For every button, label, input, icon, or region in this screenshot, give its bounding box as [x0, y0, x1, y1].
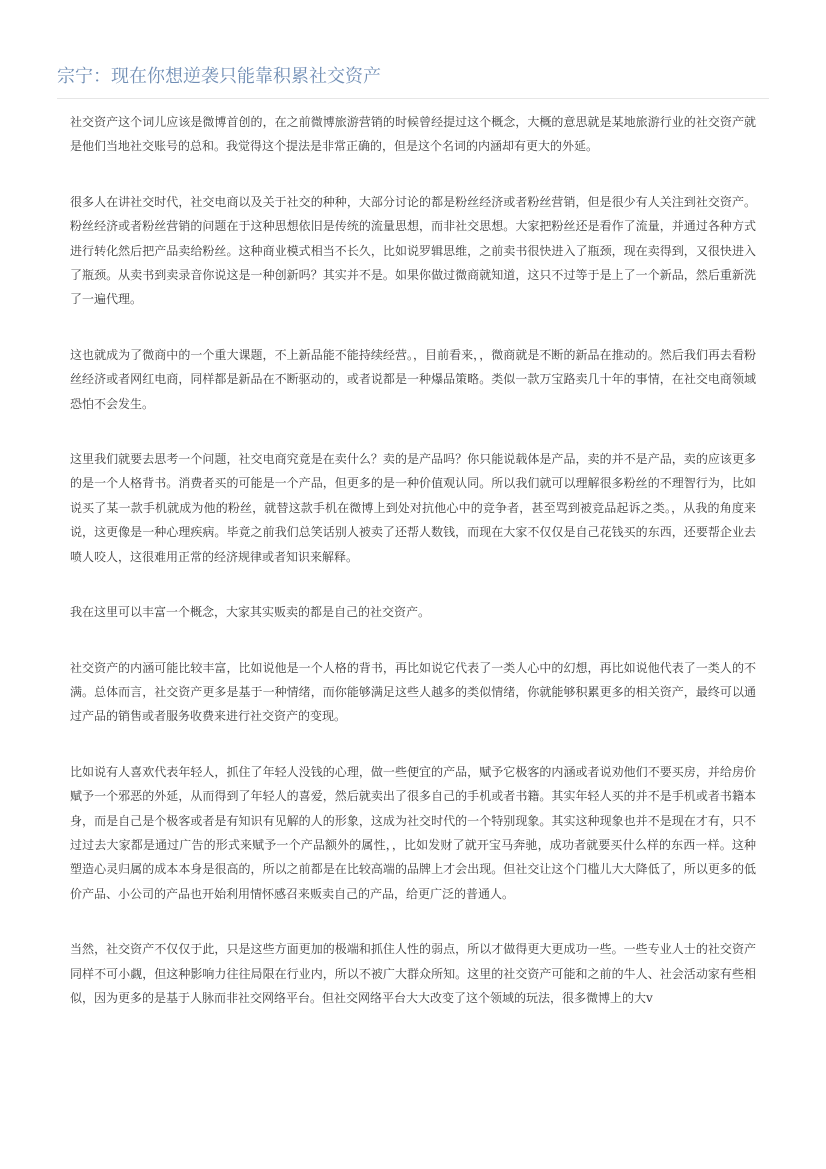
paragraph-7: 比如说有人喜欢代表年轻人，抓住了年轻人没钱的心理，做一些便宜的产品，赋予它极客的内涵或者说劝他们不要买房，并给房价赋予一个邪恶的外延，从而得到了年轻人的喜爱，然后就卖出了很多自己的手机或者书籍。其实年轻人买的并不是手机或者书籍本身，而是自己是个极客或者是有知识有见解的人的形象，这成为社交时代的一个特别现象。其实这种现象也并不是现在才有，只不过过去大家都是通过广告的形式来赋予一个产品额外的属性，，比如发财了就开宝马奔驰，成功者就要买什么样的东西一样。这种塑造心灵归属的成本本身是很高的，所以之前都是在比较高端的品牌上才会出现。但社交让这个门槛儿大大降低了，所以更多的低价产品、小公司的产品也开始利用情怀感召来贩卖自己的产品，给更广泛的普通人。 — [70, 764, 756, 901]
title-divider — [57, 98, 769, 99]
paragraph-6: 社交资产的内涵可能比较丰富，比如说他是一个人格的背书，再比如说它代表了一类人心中的幻想，再比如说他代表了一类人的不满。总体而言，社交资产更多是基于一种情绪，而你能够满足这些人越多的类似情绪，你就能够积累更多的相关资产，最终可以通过产品的销售或者服务收费来进行社交资产的变现。 — [70, 660, 756, 724]
paragraph-1: 社交资产这个词儿应该是微博首创的，在之前微博旅游营销的时候曾经提过这个概念，大概的意思就是某地旅游行业的社交资产就是他们当地社交账号的总和。我觉得这个提法是非常正确的，但是这个名词的内涵却有更大的外延。 — [70, 115, 756, 154]
article-title: 宗宁：现在你想逆袭只能靠积累社交资产 — [57, 66, 381, 87]
paragraph-4: 这里我们就要去思考一个问题，社交电商究竟是在卖什么？卖的是产品吗？你只能说载体是产品，卖的并不是产品，卖的应该更多的是一个人格背书。消费者买的可能是一个产品，但更多的是一种价值观认同。所以我们就可以理解很多粉丝的不理智行为，比如说买了某一款手机就成为他的粉丝，就替这款手机在微博上到处对抗他心中的竞争者，甚至骂到被竞品起诉之类。，从我的角度来说，这更像是一种心理疾病。毕竟之前我们总笑话别人被卖了还帮人数钱，而现在大家不仅仅是自己花钱买的东西，还要帮企业去喷人咬人，这很难用正常的经济规律或者知识来解释。 — [70, 452, 756, 564]
paragraph-5: 我在这里可以丰富一个概念，大家其实贩卖的都是自己的社交资产。 — [70, 605, 431, 620]
paragraph-8: 当然，社交资产不仅仅于此，只是这些方面更加的极端和抓住人性的弱点，所以才做得更大更成功一些。一些专业人士的社交资产同样不可小觑，但这种影响力往往局限在行业内，所以不被广大群众所知。这里的社交资产可能和之前的牛人、社会活动家有些相似，因为更多的是基于人脉而非社交网络平台。但社交网络平台大大改变了这个领域的玩法，很多微博上的大v — [70, 942, 756, 1005]
paragraph-3: 这也就成为了微商中的一个重大课题，不上新品能不能持续经营。，目前看来，，微商就是不断的新品在推动的。然后我们再去看粉丝经济或者网红电商，同样都是新品在不断驱动的，或者说都是一种爆品策略。类似一款万宝路卖几十年的事情，在社交电商领域恐怕不会发生。 — [70, 347, 756, 411]
paragraph-2: 很多人在讲社交时代，社交电商以及关于社交的种种，大部分讨论的都是粉丝经济或者粉丝营销，但是很少有人关注到社交资产。粉丝经济或者粉丝营销的问题在于这种思想依旧是传统的流量思想，而非社交思想。大家把粉丝还是看作了流量，并通过各种方式进行转化然后把产品卖给粉丝。这种商业模式相当不长久，比如说罗辑思维，之前卖书很快进入了瓶颈，现在卖得到，又很快进入了瓶颈。从卖书到卖录音你说这是一种创新吗？其实并不是。如果你做过微商就知道，这只不过等于是上了一个新品，然后重新洗了一遍代理。 — [70, 194, 756, 307]
article-body — [70, 110, 756, 1041]
